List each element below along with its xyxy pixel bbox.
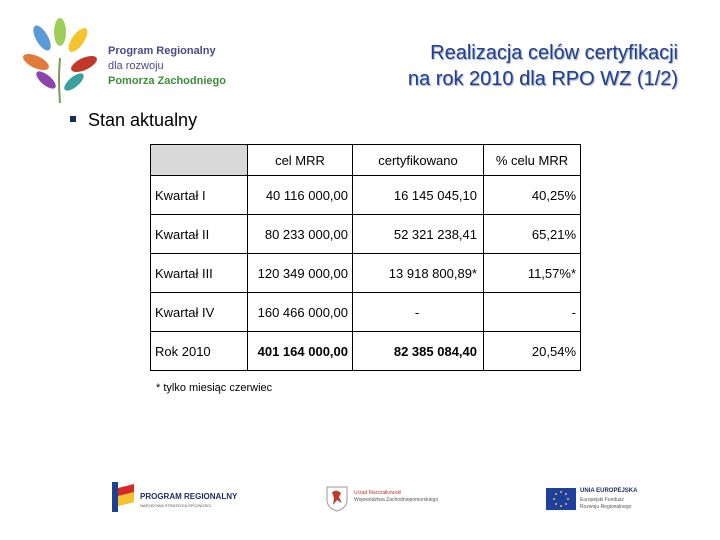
logo-line-1: Program Regionalny xyxy=(108,45,216,57)
section-heading-text: Stan aktualny xyxy=(88,110,198,130)
footnote: * tylko miesiąc czerwiec xyxy=(156,382,273,394)
column-header-pct: % celu MRR xyxy=(484,145,581,176)
cell-pct: 40,25% xyxy=(484,176,581,215)
table-row xyxy=(151,176,581,215)
row-label: Kwartał III xyxy=(151,254,248,293)
footer-logos xyxy=(0,470,720,530)
leaf-logo-icon xyxy=(20,18,100,108)
table-corner-cell xyxy=(151,145,248,176)
logo3-line2: Rozwoju Regionalnego xyxy=(580,504,632,510)
cell-cel: 160 466 000,00 xyxy=(248,293,353,332)
cell-cel: 80 233 000,00 xyxy=(248,215,353,254)
table-header-row xyxy=(151,145,581,176)
cell-cert: 82 385 084,40 xyxy=(353,332,484,371)
logo1-title: PROGRAM REGIONALNY xyxy=(140,492,238,501)
cell-cel: 120 349 000,00 xyxy=(248,254,353,293)
title-line-2: na rok 2010 dla RPO WZ (1/2) xyxy=(407,68,678,90)
cell-pct: - xyxy=(484,293,581,332)
section-heading xyxy=(70,110,197,131)
cell-cert: 52 321 238,41 xyxy=(353,215,484,254)
column-header-cel: cel MRR xyxy=(248,145,353,176)
eu-flag-icon xyxy=(546,488,576,510)
table-row xyxy=(151,254,581,293)
program-logo xyxy=(20,18,230,108)
cell-cert: 16 145 045,10 xyxy=(353,176,484,215)
table-row xyxy=(151,215,581,254)
table-row-total xyxy=(151,332,581,371)
cell-cert: - xyxy=(353,293,484,332)
cell-cel: 401 164 000,00 xyxy=(248,332,353,371)
logo1-sub: NARODOWA STRATEGIA SPÓJNOŚCI xyxy=(140,503,212,508)
griffin-crest-icon xyxy=(326,486,348,512)
page-title xyxy=(258,40,678,92)
logo3-title: UNIA EUROPEJSKA xyxy=(580,488,638,494)
table-row xyxy=(151,293,581,332)
column-header-cert: certyfikowano xyxy=(353,145,484,176)
logo2-line2: Województwa Zachodniopomorskiego xyxy=(354,497,439,503)
cell-cert: 13 918 800,89* xyxy=(353,254,484,293)
cell-pct: 65,21% xyxy=(484,215,581,254)
row-label: Kwartał II xyxy=(151,215,248,254)
cell-cel: 40 116 000,00 xyxy=(248,176,353,215)
flag-icon xyxy=(112,482,134,512)
logo-line-2: dla rozwoju xyxy=(108,60,164,72)
cell-pct: 11,57%* xyxy=(484,254,581,293)
row-label: Kwartał IV xyxy=(151,293,248,332)
logo-line-3: Pomorza Zachodniego xyxy=(108,75,226,87)
bullet-square-icon xyxy=(70,116,76,122)
row-label: Kwartał I xyxy=(151,176,248,215)
row-label: Rok 2010 xyxy=(151,332,248,371)
certification-table xyxy=(150,144,581,371)
title-line-1: Realizacja celów certyfikacji xyxy=(430,42,678,64)
cell-pct: 20,54% xyxy=(484,332,581,371)
logo3-line1: Europejski Fundusz xyxy=(580,497,624,503)
logo2-line1: Urząd Marszałkowski xyxy=(354,490,402,496)
